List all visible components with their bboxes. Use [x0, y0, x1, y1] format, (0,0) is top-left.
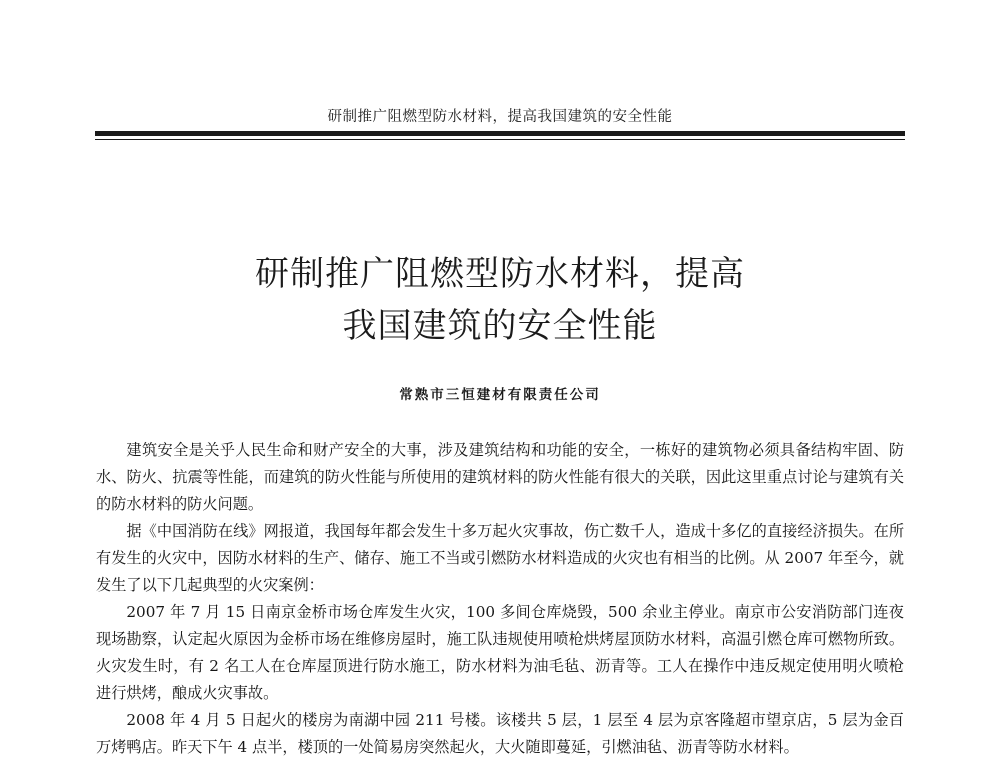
header-rule-thin: [95, 139, 905, 140]
header-rule-thick: [95, 131, 905, 136]
paragraph-case-2007: 2007 年 7 月 15 日南京金桥市场仓库发生火灾，100 多间仓库烧毁，500 余业主停业。南京市公安消防部门连夜现场勘察，认定起火原因为金桥市场在维修房屋时，施工队违规使用喷枪烘烤屋顶防水材料，高温引燃仓库可燃物所致。火灾发生时，有 2 名工人在仓库屋顶进行防水施工，防水材料为油毛毡、沥青等。工人在操作中违反规定使用明火喷枪进行烘烤，酿成火灾事故。: [96, 603, 904, 702]
paragraph-statistics: 据《中国消防在线》网报道，我国每年都会发生十多万起火灾事故，伤亡数千人，造成十多亿的直接经济损失。在所有发生的火灾中，因防水材料的生产、储存、施工不当或引燃防水材料造成的火灾也有相当的比例。从 2007 年至今，就发生了以下几起典型的火灾案例：: [96, 522, 904, 594]
article-title-line-1: 研制推广阻燃型防水材料，提高: [255, 254, 745, 294]
article-body: [96, 437, 904, 761]
paragraph-intro: 建筑安全是关乎人民生命和财产安全的大事，涉及建筑结构和功能的安全，一栋好的建筑物必须具备结构牢固、防水、防火、抗震等性能，而建筑的防火性能与所使用的建筑材料的防火性能有很大的关联，因此这里重点讨论与建筑有关的防水材料的防火问题。: [96, 441, 904, 513]
paragraph-case-2008: 2008 年 4 月 5 日起火的楼房为南湖中园 211 号楼。该楼共 5 层，1 层至 4 层为京客隆超市望京店，5 层为金百万烤鸭店。昨天下午 4 点半，楼顶的一处简易房突然起火，大火随即蔓延，引燃油毡、沥青等防水材料。: [96, 711, 904, 756]
running-header: 研制推广阻燃型防水材料，提高我国建筑的安全性能: [327, 109, 673, 125]
author-affiliation: 常熟市三恒建材有限责任公司: [399, 387, 601, 403]
article-title-line-2: 我国建筑的安全性能: [342, 306, 658, 346]
